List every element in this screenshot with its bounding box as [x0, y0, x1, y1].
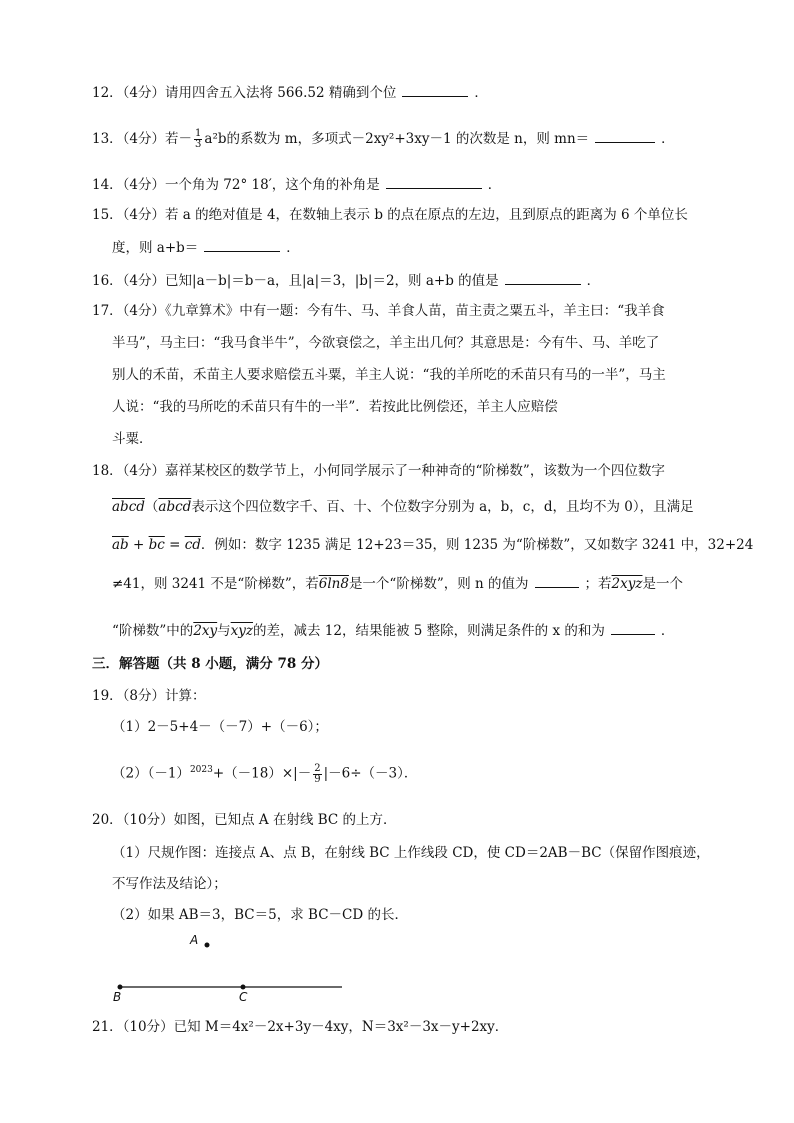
- question-17-line4: 人说：“我的马所吃的禾苗只有牛的一半”．若按此比例偿还，羊主人应赔偿: [112, 399, 558, 415]
- question-13: 13．（4分）若－ $\frac{1}{3}$ a²b的系数为 m，多项式－2xy²+3xy－1 的次数是 n，则 mn＝ ．: [92, 128, 675, 150]
- figure-ray-bc: [100, 930, 360, 1010]
- fraction: $\frac{1}{3}$: [195, 128, 202, 150]
- answer-blank[interactable]: [595, 128, 655, 143]
- question-12: 12．（4分）请用四舍五入法将 566.52 精确到个位 ．: [92, 82, 488, 103]
- question-17-line3: 别人的禾苗，禾苗主人要求赔偿五斗粟，羊主人说：“我的羊所吃的禾苗只有马的一半”，马主: [112, 367, 666, 383]
- question-17-line2: 半马”，马主曰：“我马食半牛”，今欲衰偿之，羊主出几何？其意思是：今有牛、马、羊吃了: [112, 335, 660, 351]
- question-20-part1-line1: （1）尺规作图：连接点 A、点 B，在射线 BC 上作线段 CD，使 CD＝2AB－BC（保留作图痕迹，: [112, 845, 710, 861]
- question-20-part2: （2）如果 AB＝3，BC＝5，求 BC－CD 的长．: [112, 907, 408, 923]
- point-c: [241, 985, 246, 990]
- answer-blank[interactable]: [505, 270, 581, 285]
- fraction: $\frac{2}{9}$: [314, 762, 321, 785]
- question-19-title: 19．（8分）计算：: [92, 688, 206, 704]
- question-17-line5: 斗粟．: [112, 431, 153, 447]
- figure-svg: [100, 930, 360, 1010]
- question-18-line5: “阶梯数”中的2xy与$\overline{xyz}$的差，减去 12，结果能被 5 整除，则满足条件的 x 的和为 ．: [112, 620, 674, 641]
- question-18-line1: 18．（4分）嘉祥某校区的数学节上，小何同学展示了一种神奇的“阶梯数”，该数为一个四位数字: [92, 463, 665, 479]
- answer-blank[interactable]: [535, 573, 579, 588]
- question-18-line2: abcd（abcd表示这个四位数字千、百、十、个位数字分别为 a，b，c，d，且均不为 0），且满足: [112, 499, 694, 515]
- answer-blank[interactable]: [611, 620, 655, 635]
- question-20-part1-line2: 不写作法及结论）；: [112, 876, 227, 892]
- question-19-part1: （1）2－5+4－（－7）+（－6）；: [112, 719, 328, 735]
- answer-blank[interactable]: [402, 82, 468, 97]
- label-c: C: [239, 990, 248, 1004]
- point-b: [118, 985, 123, 990]
- section-title: 三．解答题（共 8 小题，满分 78 分）: [92, 656, 328, 672]
- question-20-title: 20．（10分）如图，已知点 A 在射线 BC 的上方．: [92, 812, 397, 828]
- question-16: 16．（4分）已知|a－b|＝b－a，且|a|＝3，|b|＝2，则 a+b 的值是 ．: [92, 270, 600, 291]
- label-a: A: [190, 933, 199, 947]
- answer-blank[interactable]: [204, 237, 280, 252]
- label-b: B: [113, 990, 122, 1004]
- question-18-line3: $\overline{ab} + \overline{bc} = \overline{cd}$．例如：数字 1235 满足 12+23＝35，则 1235 为“阶梯数”，又如数字 3241 中，32+24: [112, 537, 754, 553]
- question-14: 14．（4分）一个角为 72° 18′，这个角的补角是 ．: [92, 174, 501, 195]
- question-18-line4: ≠41，则 3241 不是“阶梯数”，若6ln8是一个“阶梯数”，则 n 的值为 ；若2xyz是一个: [112, 573, 683, 594]
- question-21: 21．（10分）已知 M＝4x²－2x+3y－4xy，N＝3x²－3x－y+2xy．: [92, 1019, 509, 1035]
- question-19-part2: $(2)(-1)^{2023}+(-18)\times|-$ $\frac{2}{9}$ |－6÷（－3）．: [112, 762, 418, 785]
- answer-blank[interactable]: [386, 174, 482, 189]
- question-15-line2: 度，则 a+b＝ ．: [112, 237, 300, 258]
- point-a: [205, 943, 210, 948]
- question-17-line1: 17．（4分）《九章算术》中有一题：今有牛、马、羊食人苗，苗主责之粟五斗，羊主曰：“我羊食: [92, 303, 665, 319]
- question-15-line1: 15．（4分）若 a 的绝对值是 4，在数轴上表示 b 的点在原点的左边，且到原点的距离为 6 个单位长: [92, 207, 688, 223]
